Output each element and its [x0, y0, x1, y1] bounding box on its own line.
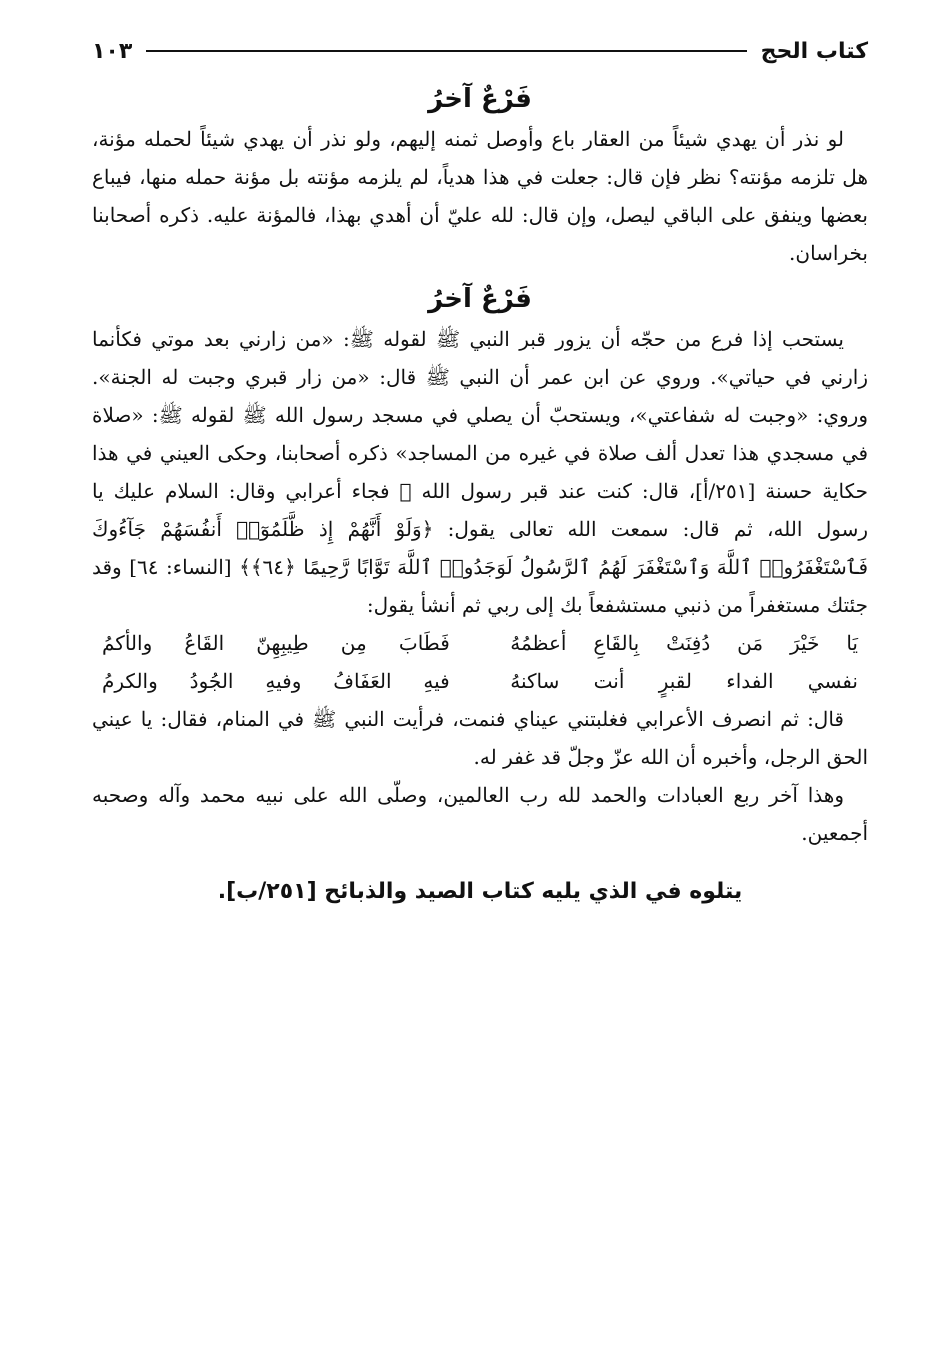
- section-1: [92, 78, 868, 272]
- poem-second-hemistich: فَطَابَ مِن طِيبِهِنّ القَاعُ والأكمُ: [102, 631, 450, 655]
- paragraph: لو نذر أن يهدي شيئاً من العقار باع وأوصل ثمنه إليهم، ولو نذر أن يهدي شيئاً لحمله مؤنة، هل تلزمه مؤنته؟ نظر فإن قال: جعلت في هذا هدياً، لم يلزمه مؤنته بل مؤنة حمله منها، فيباع بعضها وينفق على الباقي ليصل، وإن قال: لله عليّ أن أهدي بهذا، فالمؤنة عليه. ذكره أصحابنا بخراسان.: [92, 127, 868, 265]
- closing-note: يتلوه في الذي يليه كتاب الصيد والذبائح [٢٥١/ب].: [217, 879, 743, 904]
- section-heading: فَرْعٌ آخرُ: [428, 84, 532, 114]
- running-header: [92, 30, 868, 72]
- book-title: كتاب الحج: [760, 38, 868, 64]
- poem-second-hemistich: فيهِ العَفَافُ وفيهِ الجُودُ والكرمُ: [102, 669, 450, 693]
- poem-verse: [92, 624, 868, 662]
- section-heading: فَرْعٌ آخرُ: [428, 284, 532, 314]
- paragraph: وهذا آخر ربع العبادات والحمد لله رب العالمين، وصلّى الله على نبيه محمد وآله وصحبه أجمعين.: [92, 783, 868, 845]
- poem: [92, 624, 868, 700]
- paragraph: قال: ثم انصرف الأعرابي فغلبتني عيناي فنمت، فرأيت النبي ﷺ في المنام، فقال: يا عيني الحق الرجل، وأخبره أن الله عزّ وجلّ قد غفر له.: [92, 707, 868, 769]
- book-page: [92, 30, 868, 912]
- poem-first-hemistich: يَا خَيْرَ مَن دُفِنَتْ بِالقَاعِ أعظمُهُ: [510, 631, 858, 655]
- page-number: ١٠٣: [92, 38, 133, 64]
- header-rule: [146, 50, 746, 52]
- poem-first-hemistich: نفسي الفداء لقبرٍ أنت ساكنهُ: [510, 669, 858, 693]
- paragraph: يستحب إذا فرع من حجّه أن يزور قبر النبي ﷺ لقوله ﷺ: «من زارني بعد موتي فكأنما زارني في حياتي». وروي عن ابن عمر أن النبي ﷺ قال: «من زار قبري وجبت له الجنة». وروي: «وجبت له شفاعتي»، ويستحبّ أن يصلي في مسجد رسول الله ﷺ لقوله ﷺ: «صلاة في مسجدي هذا تعدل ألف صلاة في غيره من المساجد» ذكره أصحابنا، وحكى العيني في هذا حكاية حسنة [٢٥١/أ]، قال: كنت عند قبر رسول الله ﷺ فجاء أعرابي وقال: السلام عليك يا رسول الله، ثم قال: سمعت الله تعالى يقول: ﴿وَلَوْ أَنَّهُمْ إِذ ظَّلَمُوٓا۟ أَنفُسَهُمْ جَآءُوكَ فَٱسْتَغْفَرُوا۟ ٱللَّهَ وَٱسْتَغْفَرَ لَهُمُ ٱلرَّسُولُ لَوَجَدُوا۟ ٱللَّهَ تَوَّابًا رَّحِيمًا ﴿٦٤﴾﴾ [النساء: ٦٤] وقد جئتك مستغفراً من ذنبي مستشفعاً بك إلى ربي ثم أنشأ يقول:: [92, 327, 869, 617]
- section-2: [92, 278, 868, 852]
- poem-verse: [92, 662, 868, 700]
